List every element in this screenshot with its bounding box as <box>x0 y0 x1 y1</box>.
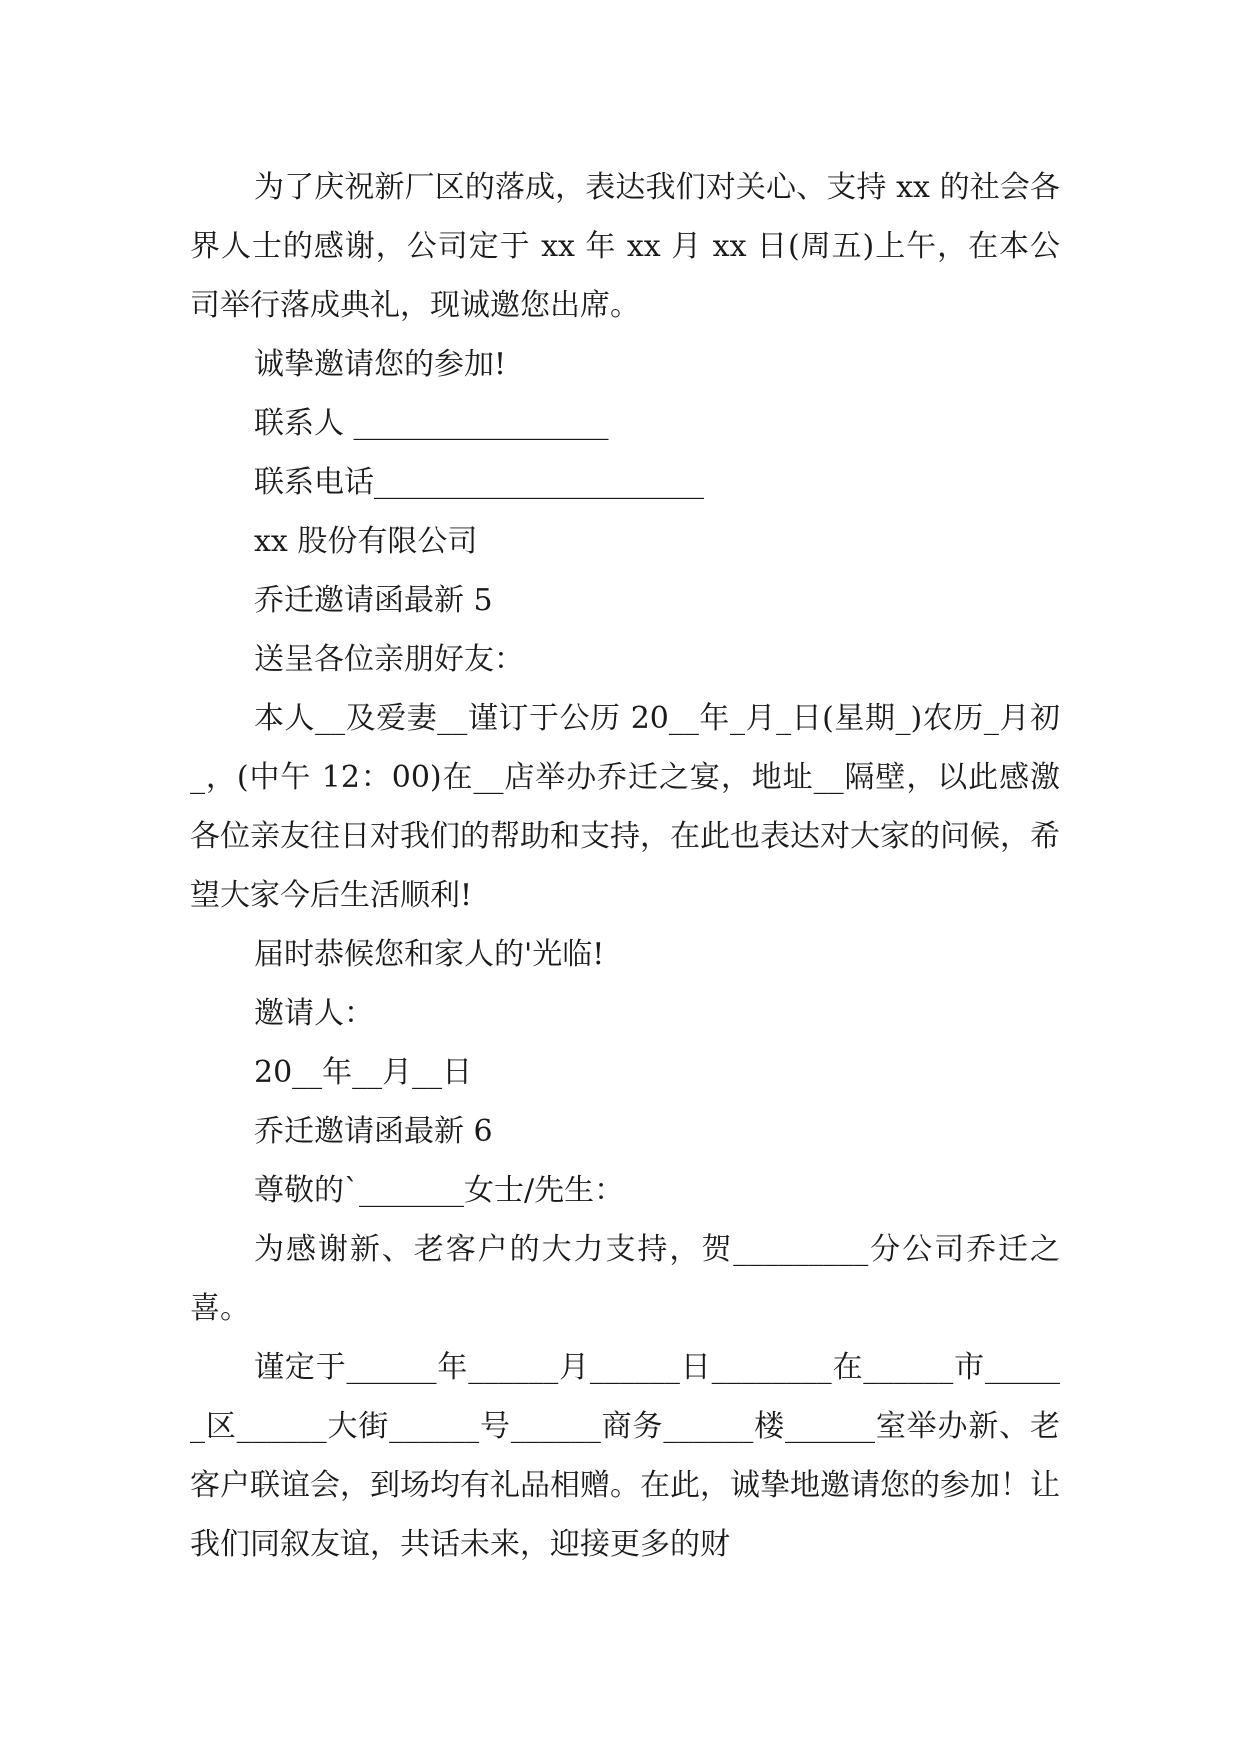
paragraph-thanks-customers: 为感谢新、老客户的大力支持，贺_________分公司乔迁之喜。 <box>190 1232 1060 1326</box>
paragraph-celebration-invitation: 为了庆祝新厂区的落成，表达我们对关心、支持 xx 的社会各界人士的感谢，公司定于 xx 年 xx 月 xx 日(周五)上午，在本公司举行落成典礼，现诚邀您出席。 <box>190 170 1060 323</box>
paragraph-contact-phone: 联系电话______________________ <box>254 465 704 500</box>
paragraph-awaiting-presence: 届时恭候您和家人的'光临! <box>254 937 605 972</box>
paragraph-event-details: 谨定于______年______月______日________在______市______区______大街______号______商务______楼______室举办新、老客户联谊会，到场均有礼品相赠。在此，诚挚地邀请您的参加！让我们同叙友谊，共话未来，迎接更多的财 <box>190 1350 1060 1562</box>
paragraph-contact-person: 联系人 _________________ <box>254 406 609 441</box>
paragraph-sincere-invitation: 诚挚邀请您的参加! <box>254 347 507 382</box>
paragraph-date: 20__年__月__日 <box>254 1055 473 1090</box>
paragraph-inviter: 邀请人： <box>254 996 374 1031</box>
paragraph-housewarming-details: 本人__及爱妻__谨订于公历 20__年_月_日(星期_)农历_月初_，(中午 12：00)在__店举办乔迁之宴，地址__隔壁，以此感激各位亲友往日对我们的帮助和支持，在此也表达对大家的问候，希望大家今后生活顺利! <box>190 701 1060 913</box>
section-heading-6: 乔迁邀请函最新 6 <box>254 1114 493 1149</box>
document-body <box>190 158 1060 1574</box>
paragraph-company-name: xx 股份有限公司 <box>254 524 478 559</box>
paragraph-salutation-friends: 送呈各位亲朋好友： <box>254 642 524 677</box>
section-heading-5: 乔迁邀请函最新 5 <box>254 583 493 618</box>
paragraph-salutation-dear: 尊敬的`_______女士/先生： <box>254 1173 625 1208</box>
